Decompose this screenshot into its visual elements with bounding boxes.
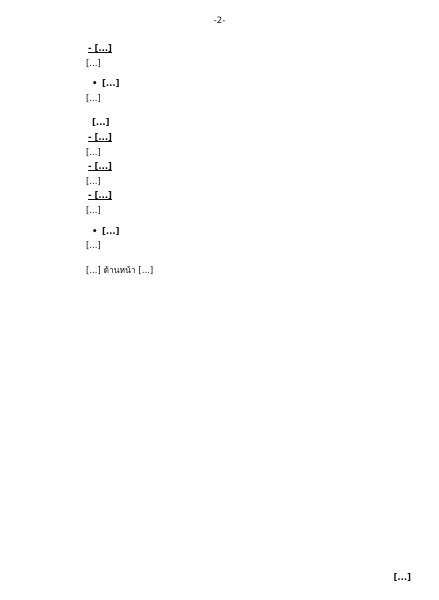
document-body bbox=[38, 42, 415, 279]
section2-time-2: - [...] bbox=[88, 162, 112, 173]
section2-text-2: [...] bbox=[86, 176, 101, 187]
section2-time-1: - [...] bbox=[88, 133, 112, 144]
section2-text-1: [...] bbox=[86, 147, 101, 158]
section1-bullet bbox=[92, 77, 415, 92]
section2-heading: [...] bbox=[92, 118, 110, 129]
section2-time-3: - [...] bbox=[88, 191, 112, 202]
section1-text: [...] bbox=[86, 58, 101, 69]
closing-paragraph: [...] ด้านหน้า [...] bbox=[86, 265, 154, 276]
bullet-icon: • bbox=[92, 226, 98, 237]
section2-bullet-text: [...] bbox=[86, 241, 101, 252]
section2-text-3: [...] bbox=[86, 206, 101, 217]
footer-signature: [...] bbox=[393, 573, 411, 584]
section2-bullet bbox=[92, 225, 415, 240]
section2-bullet-label: [...] bbox=[102, 226, 120, 237]
page-number: -2- bbox=[213, 16, 226, 26]
bullet-icon: • bbox=[92, 79, 98, 90]
section1-bullet-label: [...] bbox=[102, 79, 120, 90]
section1-time: - [...] bbox=[88, 44, 112, 54]
section1-bullet-text: [...] bbox=[86, 93, 101, 104]
